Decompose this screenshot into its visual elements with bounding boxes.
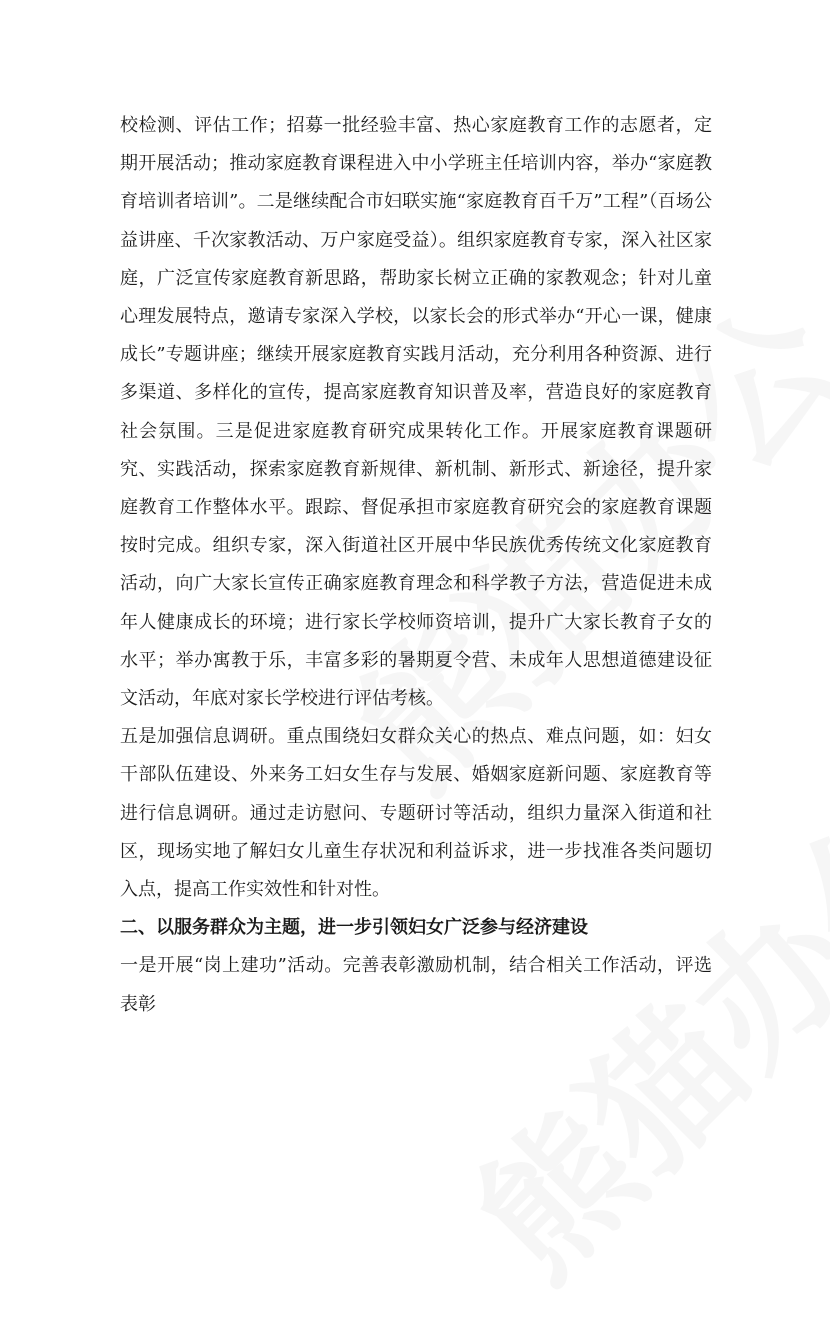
- paragraph-family-education: 校检测、评估工作；招募一批经验丰富、热心家庭教育工作的志愿者，定期开展活动；推动家庭教育课程进入中小学班主任培训内容，举办“家庭教育培训者培训”。二是继续配合市妇联实施“家庭教育百千万”工程”（百场公益讲座、千次家教活动、万户家庭受益）。组织家庭教育专家，深入社区家庭，广泛宣传家庭教育新思路，帮助家长树立正确的家教观念；针对儿童心理发展特点，邀请专家深入学校，以家长会的形式举办“开心一课，健康成长”专题讲座；继续开展家庭教育实践月活动，充分利用各种资源、进行多渠道、多样化的宣传，提高家庭教育知识普及率，营造良好的家庭教育社会氛围。三是促进家庭教育研究成果转化工作。开展家庭教育课题研究、实践活动，探索家庭教育新规律、新机制、新形式、新途径，提升家庭教育工作整体水平。跟踪、督促承担市家庭教育研究会的家庭教育课题按时完成。组织专家，深入街道社区开展中华民族优秀传统文化家庭教育活动，向广大家长宣传正确家庭教育理念和科学教子方法，营造促进未成年人健康成长的环境；进行家长学校师资培训，提升广大家长教育子女的水平；举办寓教于乐，丰富多彩的暑期夏令营、未成年人思想道德建设征文活动，年底对家长学校进行评估考核。: [120, 115, 712, 710]
- document-body: [120, 107, 712, 1024]
- section-heading: 二、以服务群众为主题，进一步引领妇女广泛参与经济建设: [120, 917, 588, 939]
- paragraph-information-research: 五是加强信息调研。重点围绕妇女群众关心的热点、难点问题，如：妇女干部队伍建设、外来务工妇女生存与发展、婚姻家庭新问题、家庭教育等进行信息调研。通过走访慰问、专题研讨等活动，组织力量深入街道和社区，现场实地了解妇女儿童生存状况和利益诉求，进一步找准各类问题切入点，提高工作实效性和针对性。: [120, 726, 712, 901]
- paragraph-job-achievement: 一是开展“岗上建功”活动。完善表彰激励机制，结合相关工作活动，评选表彰: [120, 955, 712, 1015]
